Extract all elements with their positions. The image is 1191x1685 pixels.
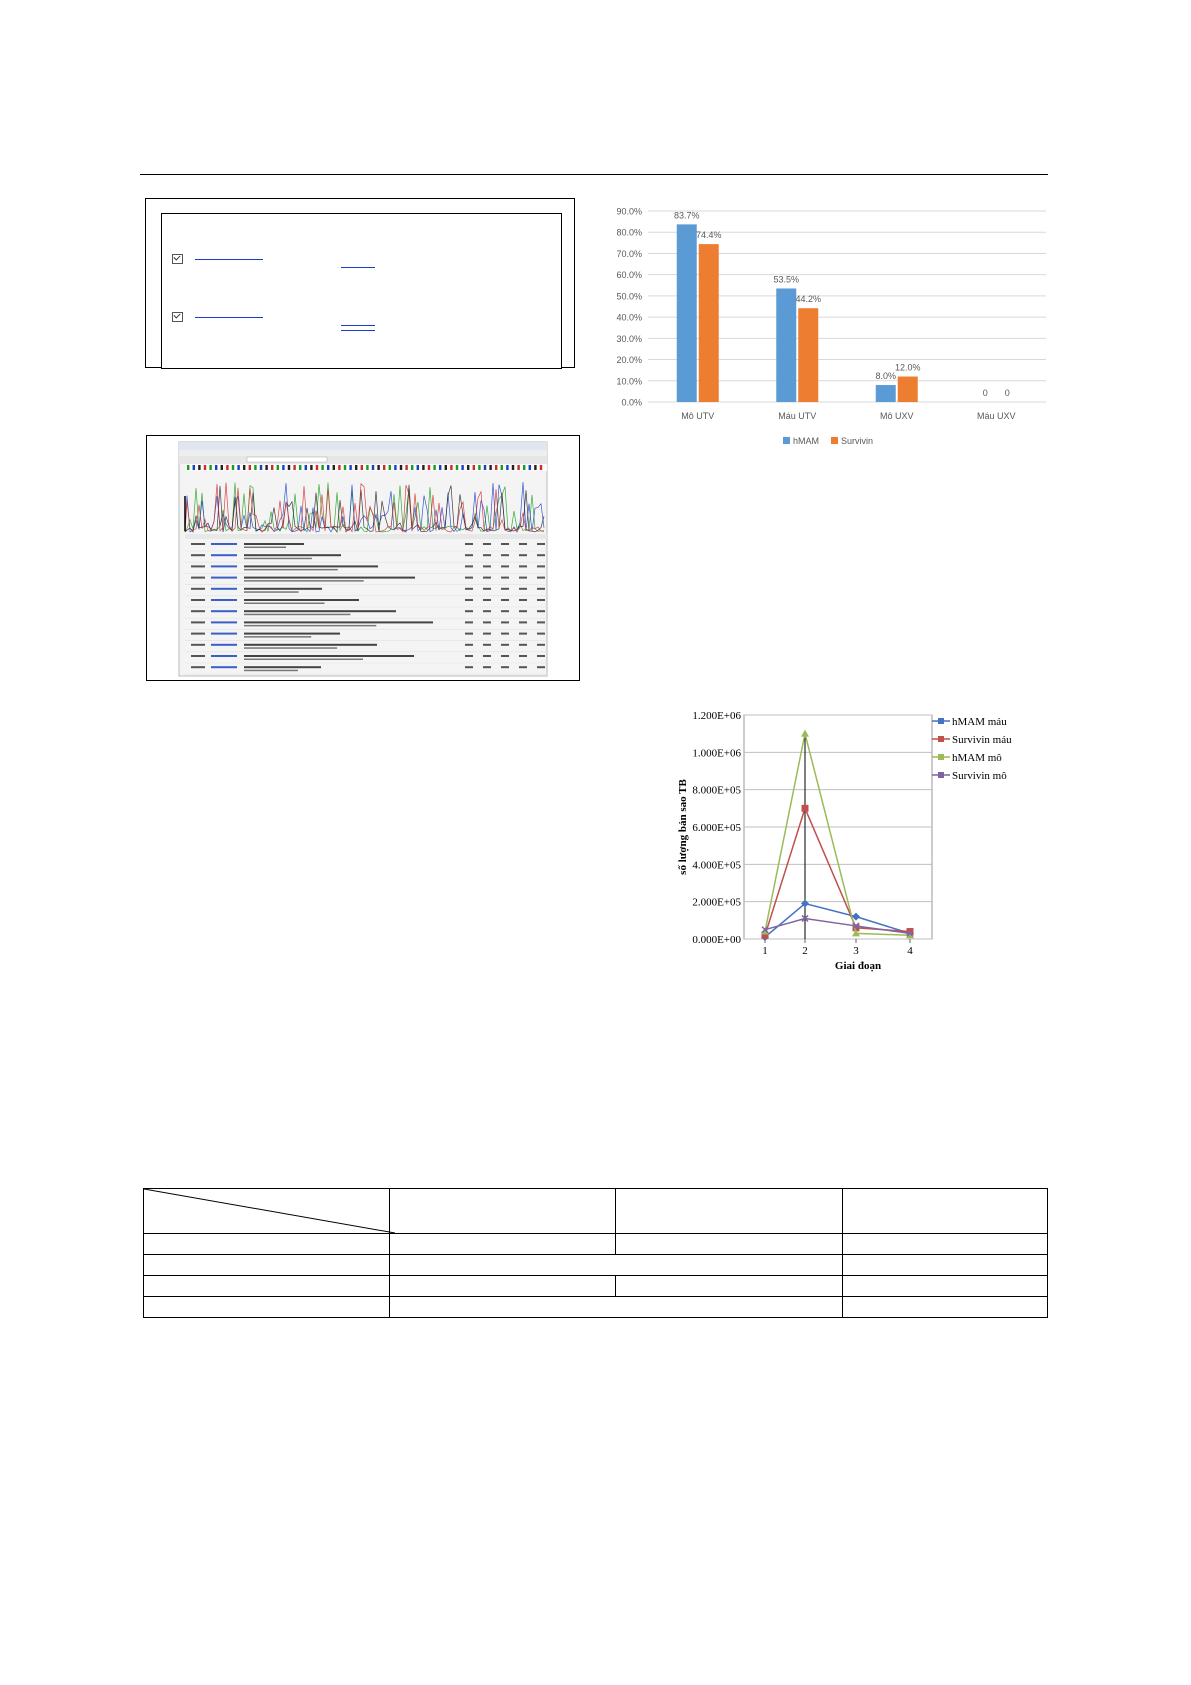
line-chart	[620, 708, 1050, 983]
row-desc	[244, 565, 378, 567]
table-row	[144, 1276, 1048, 1297]
row-value	[483, 543, 491, 545]
table-header-cell	[389, 1189, 616, 1234]
table-cell	[389, 1234, 616, 1255]
row-value	[537, 577, 545, 579]
y-tick-label: 60.0%	[616, 270, 642, 281]
table-header	[185, 534, 547, 539]
row-desc	[244, 543, 304, 545]
y-tick-label: 0.000E+00	[692, 934, 741, 946]
base-call	[310, 465, 312, 470]
row-value	[483, 554, 491, 556]
row-id	[191, 610, 205, 612]
table-cell	[616, 1234, 843, 1255]
row-value	[501, 610, 509, 612]
base-call	[293, 465, 295, 470]
base-call	[355, 465, 357, 470]
row-value	[537, 621, 545, 623]
row-value	[519, 633, 527, 635]
bar	[876, 385, 896, 402]
y-tick-label: 70.0%	[616, 248, 642, 259]
base-call	[417, 465, 419, 470]
legend-label: hMAM máu	[952, 716, 1007, 728]
row-id	[191, 588, 205, 590]
base-call	[221, 465, 223, 470]
row-value	[519, 621, 527, 623]
table-header-row	[144, 1189, 1048, 1234]
row-id	[191, 577, 205, 579]
row-accession	[211, 577, 237, 579]
base-call	[265, 465, 267, 470]
row-value	[537, 554, 545, 556]
row-value	[519, 610, 527, 612]
data-label: 53.5%	[773, 274, 800, 285]
legend-label: Survivin	[841, 436, 874, 446]
data-label: 0	[982, 388, 988, 398]
row-accession	[211, 644, 237, 646]
base-call	[215, 465, 217, 470]
row-desc	[244, 666, 321, 668]
base-call	[321, 465, 323, 470]
row-accession	[211, 610, 237, 612]
x-tick-label: Máu UXV	[976, 411, 1016, 421]
base-call	[450, 465, 452, 470]
row-value	[537, 599, 545, 601]
base-call	[501, 465, 503, 470]
legend-marker	[938, 736, 944, 742]
base-call	[254, 465, 256, 470]
row-value	[483, 565, 491, 567]
base-call	[305, 465, 307, 470]
row-value	[519, 655, 527, 657]
row-value	[501, 565, 509, 567]
row-value	[465, 610, 473, 612]
sequencing-image	[147, 436, 579, 680]
y-tick-label: 4.000E+05	[692, 859, 741, 872]
base-call	[372, 465, 374, 470]
row-value	[501, 599, 509, 601]
row-desc	[244, 569, 338, 571]
legend-swatch	[831, 437, 838, 444]
base-call	[389, 465, 391, 470]
table-header-cell	[842, 1189, 1047, 1234]
row-id	[191, 621, 205, 623]
y-tick-label: 1.200E+06	[692, 710, 741, 722]
checkbox-icon[interactable]	[172, 312, 183, 322]
row-value	[465, 565, 473, 567]
base-call	[282, 465, 284, 470]
row-value	[519, 577, 527, 579]
x-tick-label: Máu UTV	[778, 411, 817, 421]
row-accession	[211, 599, 237, 601]
base-call	[187, 465, 189, 470]
data-point	[802, 805, 809, 812]
x-tick-label: Mô UTV	[681, 411, 715, 421]
blast-hit-link[interactable]	[195, 258, 263, 260]
row-value	[483, 633, 491, 635]
legend-label: hMAM	[793, 436, 820, 446]
sequencing-screenshot	[146, 435, 580, 681]
y-tick-label: 2.000E+05	[692, 896, 741, 909]
row-value	[537, 633, 545, 635]
y-tick-label: 30.0%	[616, 333, 642, 344]
row-value	[465, 554, 473, 556]
base-call	[338, 465, 340, 470]
y-tick-label: 10.0%	[616, 376, 642, 387]
row-accession	[211, 655, 237, 657]
bar	[798, 308, 818, 402]
row-desc	[244, 610, 396, 612]
table-row	[144, 1297, 1048, 1318]
row-value	[519, 543, 527, 545]
base-call	[327, 465, 329, 470]
row-desc	[244, 558, 312, 560]
x-axis-label: Giai đoạn	[834, 960, 882, 972]
base-call	[405, 465, 407, 470]
base-call	[333, 465, 335, 470]
row-value	[501, 655, 509, 657]
row-value	[483, 655, 491, 657]
data-label: 0	[1004, 388, 1010, 398]
base-call	[489, 465, 491, 470]
row-value	[465, 543, 473, 545]
row-value	[465, 644, 473, 646]
base-call	[400, 465, 402, 470]
row-value	[537, 588, 545, 590]
row-id	[191, 655, 205, 657]
row-id	[191, 599, 205, 601]
base-call	[495, 465, 497, 470]
base-call	[478, 465, 480, 470]
legend-marker	[938, 754, 944, 760]
row-id	[191, 554, 205, 556]
row-value	[537, 666, 545, 668]
legend-marker	[938, 718, 944, 724]
base-call	[193, 465, 195, 470]
base-call	[260, 465, 262, 470]
table-cell	[144, 1234, 390, 1255]
base-call	[456, 465, 458, 470]
base-call	[512, 465, 514, 470]
base-call	[506, 465, 508, 470]
base-call	[249, 465, 251, 470]
y-tick-label: 8.000E+05	[692, 784, 741, 797]
base-call	[411, 465, 413, 470]
legend-marker	[938, 772, 944, 778]
row-desc	[244, 591, 299, 593]
row-id	[191, 565, 205, 567]
row-accession	[211, 666, 237, 668]
results-table	[143, 1188, 1048, 1318]
y-tick-label: 1.000E+06	[692, 747, 741, 760]
y-tick-label: 40.0%	[616, 312, 642, 323]
row-desc	[244, 580, 364, 582]
row-desc	[244, 647, 337, 649]
blast-hit-row[interactable]	[172, 254, 263, 264]
table-cell	[389, 1255, 842, 1276]
table-cell	[144, 1255, 390, 1276]
base-call	[517, 465, 519, 470]
row-id	[191, 633, 205, 635]
data-label: 44.2%	[795, 294, 822, 305]
base-call	[461, 465, 463, 470]
base-call	[439, 465, 441, 470]
row-value	[537, 644, 545, 646]
row-desc	[244, 636, 311, 638]
bar	[699, 244, 719, 402]
row-value	[519, 599, 527, 601]
base-call	[361, 465, 363, 470]
row-accession	[211, 588, 237, 590]
base-call	[277, 465, 279, 470]
row-id	[191, 666, 205, 668]
base-call	[316, 465, 318, 470]
base-call	[243, 465, 245, 470]
table-row	[144, 1255, 1048, 1276]
table-cell	[842, 1276, 1047, 1297]
x-tick-label: 1	[762, 945, 768, 957]
row-desc	[244, 554, 341, 556]
row-value	[483, 666, 491, 668]
base-call	[445, 465, 447, 470]
y-tick-label: 80.0%	[616, 227, 642, 238]
table-cell	[144, 1276, 390, 1297]
blast-hit-row[interactable]	[172, 312, 263, 322]
base-call	[288, 465, 290, 470]
row-accession	[211, 554, 237, 556]
row-desc	[244, 644, 377, 646]
base-call	[433, 465, 435, 470]
row-value	[483, 644, 491, 646]
row-accession	[211, 621, 237, 623]
blast-hit-sublink[interactable]	[341, 329, 375, 331]
table-cell	[389, 1276, 616, 1297]
x-tick-label: 3	[853, 945, 859, 957]
base-call	[523, 465, 525, 470]
base-call	[422, 465, 424, 470]
row-value	[501, 666, 509, 668]
base-call	[299, 465, 301, 470]
base-call	[428, 465, 430, 470]
base-call	[473, 465, 475, 470]
row-desc	[244, 603, 325, 605]
data-label: 12.0%	[894, 362, 921, 373]
row-desc	[244, 547, 286, 549]
row-accession	[211, 543, 237, 545]
base-call	[226, 465, 228, 470]
row-value	[483, 621, 491, 623]
row-desc	[244, 614, 350, 616]
row-value	[501, 621, 509, 623]
base-call	[484, 465, 486, 470]
base-call	[540, 465, 542, 470]
blast-result-panel	[161, 213, 562, 369]
bar	[677, 224, 697, 402]
x-tick-label: 2	[802, 945, 808, 957]
row-value	[501, 644, 509, 646]
bar	[898, 377, 918, 402]
row-value	[519, 644, 527, 646]
y-tick-label: 0.0%	[621, 397, 642, 408]
table-cell	[144, 1297, 390, 1318]
table-header-cell	[616, 1189, 843, 1234]
legend-label: Survivin máu	[952, 734, 1012, 746]
base-call	[377, 465, 379, 470]
row-desc	[244, 670, 298, 672]
row-id	[191, 644, 205, 646]
row-value	[483, 599, 491, 601]
legend-label: hMAM mô	[952, 752, 1002, 764]
bar-chart	[608, 201, 1054, 497]
base-call	[383, 465, 385, 470]
row-value	[465, 666, 473, 668]
row-value	[501, 577, 509, 579]
row-value	[519, 588, 527, 590]
row-desc	[244, 599, 359, 601]
base-call	[344, 465, 346, 470]
row-desc	[244, 633, 340, 635]
base-call	[271, 465, 273, 470]
base-call	[232, 465, 234, 470]
row-desc	[244, 655, 414, 657]
row-value	[465, 621, 473, 623]
row-value	[501, 588, 509, 590]
blast-hit-sublink[interactable]	[341, 266, 375, 268]
legend-label: Survivin mô	[952, 770, 1007, 782]
base-call	[237, 465, 239, 470]
table-row	[144, 1234, 1048, 1255]
data-label: 74.4%	[695, 230, 722, 241]
data-label: 83.7%	[673, 210, 700, 221]
row-value	[501, 554, 509, 556]
header-rule	[140, 174, 1048, 175]
row-value	[537, 565, 545, 567]
row-value	[483, 577, 491, 579]
row-value	[465, 577, 473, 579]
y-tick-label: 90.0%	[616, 206, 642, 217]
base-call	[534, 465, 536, 470]
row-value	[519, 565, 527, 567]
blast-hit-sublink[interactable]	[341, 324, 375, 326]
base-call	[394, 465, 396, 470]
row-desc	[244, 659, 363, 661]
row-value	[483, 588, 491, 590]
row-value	[519, 666, 527, 668]
row-value	[465, 599, 473, 601]
y-tick-label: 20.0%	[616, 355, 642, 366]
base-call	[529, 465, 531, 470]
table-cell	[389, 1297, 842, 1318]
table-cell	[842, 1255, 1047, 1276]
x-tick-label: 4	[907, 945, 913, 957]
table-corner-cell	[144, 1189, 390, 1234]
checkbox-icon[interactable]	[172, 254, 183, 264]
row-value	[519, 554, 527, 556]
row-value	[537, 610, 545, 612]
row-value	[465, 655, 473, 657]
row-accession	[211, 633, 237, 635]
row-value	[465, 633, 473, 635]
base-call	[204, 465, 206, 470]
row-value	[465, 588, 473, 590]
x-tick-label: Mô UXV	[879, 411, 914, 421]
table-cell	[616, 1276, 843, 1297]
row-desc	[244, 577, 415, 579]
blast-hit-link[interactable]	[195, 316, 263, 318]
base-call	[209, 465, 211, 470]
row-id	[191, 543, 205, 545]
base-call	[366, 465, 368, 470]
y-tick-label: 6.000E+05	[692, 822, 741, 834]
base-call	[349, 465, 351, 470]
row-value	[483, 610, 491, 612]
y-axis-label: số lượng bản sao TB	[677, 779, 689, 875]
legend-swatch	[783, 437, 790, 444]
base-call	[467, 465, 469, 470]
diagonal-divider	[144, 1189, 395, 1233]
table-cell	[842, 1297, 1047, 1318]
row-value	[537, 543, 545, 545]
y-tick-label: 50.0%	[616, 291, 642, 302]
row-value	[501, 543, 509, 545]
row-accession	[211, 565, 237, 567]
data-label: 8.0%	[875, 371, 897, 382]
row-desc	[244, 588, 322, 590]
row-value	[501, 633, 509, 635]
table-cell	[842, 1234, 1047, 1255]
row-desc	[244, 621, 433, 623]
row-value	[537, 655, 545, 657]
bar	[776, 288, 796, 402]
base-call	[198, 465, 200, 470]
row-desc	[244, 625, 376, 627]
